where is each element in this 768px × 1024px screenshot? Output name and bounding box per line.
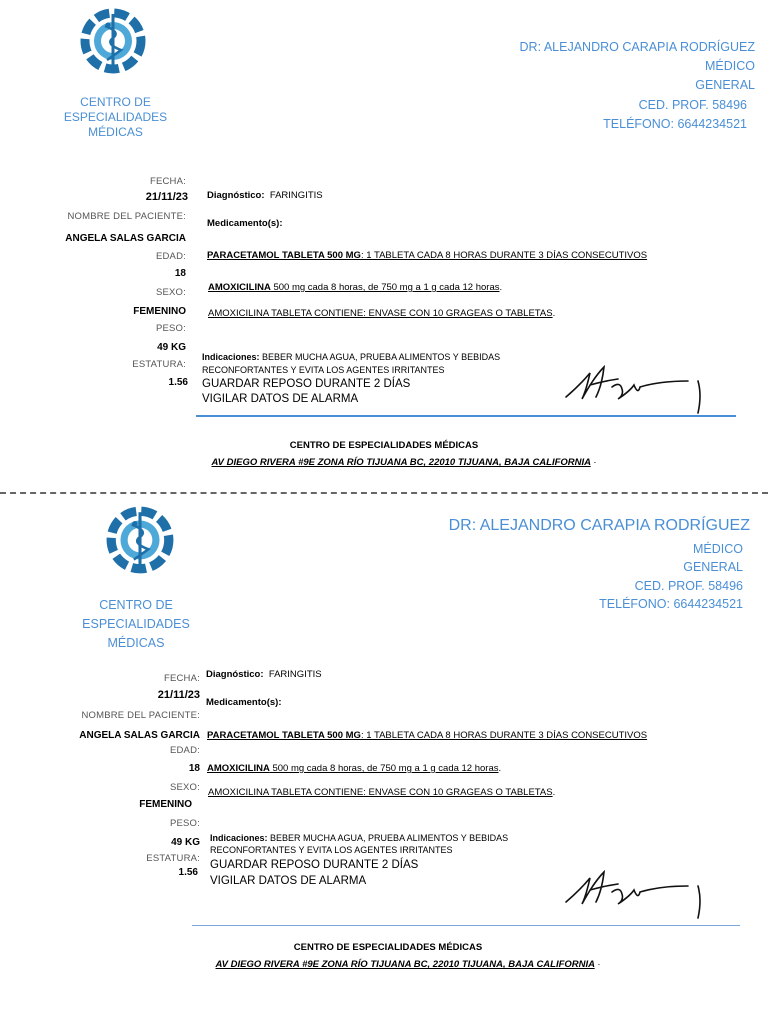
med-2-end: .	[498, 763, 502, 774]
indications-line1: BEBER MUCHA AGUA, PRUEBA ALIMENTOS Y BEBIDAS	[262, 352, 501, 362]
doctor-name: DR: ALEJANDRO CARAPIA RODRÍGUEZ	[448, 517, 750, 534]
fecha-label: FECHA:	[149, 176, 186, 187]
estatura-value: 1.56	[178, 867, 198, 878]
med-item-2	[208, 282, 502, 293]
indications-line1: BEBER MUCHA AGUA, PRUEBA ALIMENTOS Y BEBIDAS	[270, 833, 509, 843]
clinic-name-line3: MÉDICAS	[88, 125, 143, 139]
edad-label: EDAD:	[155, 251, 186, 262]
clinic-name-line1: CENTRO DE	[99, 598, 173, 612]
med-3-end: .	[552, 308, 556, 319]
peso-label: PESO:	[155, 323, 186, 334]
med-3-end: .	[552, 787, 556, 798]
footer-address-suffix: ·	[597, 959, 601, 970]
sexo-value: FEMENINO	[139, 799, 192, 810]
footer-address-text: AV DIEGO RIVERA #9E ZONA RÍO TIJUANA BC, 22010 TIJUANA, BAJA CALIFORNIA	[215, 959, 595, 970]
peso-label: PESO:	[169, 818, 200, 829]
caduceus-emblem-icon	[78, 8, 148, 74]
med-1-dose: : 1 TABLETA CADA 8 HORAS DURANTE 3 DÍAS CONSECUTIVOS	[360, 730, 648, 741]
estatura-label: ESTATURA:	[146, 853, 200, 864]
clinic-name-line1: CENTRO DE	[80, 95, 151, 109]
cut-line	[0, 492, 768, 494]
med-item-1	[207, 250, 647, 261]
sexo-label: SEXO:	[169, 782, 200, 793]
indications-extra	[202, 377, 410, 407]
clinic-name	[76, 596, 196, 653]
med-1-name: PARACETAMOL TABLETA 500 MG	[207, 730, 361, 741]
nombre-value: ANGELA SALAS GARCIA	[65, 233, 186, 244]
fecha-value: 21/11/23	[157, 689, 200, 701]
nombre-label: NOMBRE DEL PACIENTE:	[67, 211, 186, 222]
med-item-1	[207, 730, 647, 741]
footer-clinic-name: CENTRO DE ESPECIALIDADES MÉDICAS	[289, 440, 479, 451]
doctor-title-line1: MÉDICO	[693, 542, 743, 556]
nombre-value: ANGELA SALAS GARCIA	[79, 730, 200, 741]
indications-label: Indicaciones:	[210, 833, 268, 843]
doctor-title-line1: MÉDICO	[705, 59, 755, 73]
clinic-name-line3: MÉDICAS	[107, 636, 165, 650]
sexo-label: SEXO:	[155, 287, 186, 298]
peso-value: 49 KG	[157, 342, 186, 353]
footer-address	[0, 457, 768, 468]
diagnosis	[206, 669, 322, 680]
med-3-text: AMOXICILINA TABLETA CONTIENE: ENVASE CON 10 GRAGEAS O TABLETAS	[208, 308, 553, 319]
estatura-value: 1.56	[168, 377, 188, 388]
doctor-phone: TELÉFONO: 6644234521	[603, 117, 747, 131]
doctor-name: DR: ALEJANDRO CARAPIA RODRÍGUEZ	[519, 40, 755, 54]
indications	[202, 351, 500, 377]
indications-line4: VIGILAR DATOS DE ALARMA	[202, 393, 359, 405]
med-1-name: PARACETAMOL TABLETA 500 MG	[207, 250, 361, 261]
diagnosis	[207, 190, 323, 201]
doctor-contact	[599, 577, 743, 613]
med-2-dose: 500 mg cada 8 horas, de 750 mg a 1 g cada 12 horas	[270, 282, 500, 293]
med-item-3	[208, 308, 555, 319]
edad-label: EDAD:	[169, 745, 200, 756]
med-item-2	[207, 763, 501, 774]
doctor-title	[683, 540, 743, 576]
fecha-value: 21/11/23	[145, 191, 188, 203]
clinic-name-line2: ESPECIALIDADES	[63, 110, 168, 124]
indications-line3: GUARDAR REPOSO DURANTE 2 DÍAS	[202, 378, 411, 390]
indications-extra	[210, 858, 418, 889]
doctor-header	[520, 38, 755, 95]
med-2-name: AMOXICILINA	[208, 282, 271, 293]
signature-image	[560, 355, 720, 420]
sexo-value: FEMENINO	[133, 306, 186, 317]
caduceus-emblem-icon	[104, 505, 176, 575]
med-2-name: AMOXICILINA	[207, 763, 270, 774]
diagnosis-value: FARINGITIS	[268, 669, 322, 680]
edad-value: 18	[174, 268, 186, 279]
doctor-phone: TELÉFONO: 6644234521	[599, 597, 743, 611]
doctor-title-line2: GENERAL	[683, 560, 743, 574]
doctor-contact	[603, 96, 747, 134]
footer-address-text: AV DIEGO RIVERA #9E ZONA RÍO TIJUANA BC, 22010 TIJUANA, BAJA CALIFORNIA	[211, 457, 591, 468]
footer-clinic-name: CENTRO DE ESPECIALIDADES MÉDICAS	[293, 942, 483, 953]
clinic-name-line2: ESPECIALIDADES	[82, 617, 190, 631]
doctor-cedula: CED. PROF. 58496	[638, 98, 747, 112]
med-2-dose: 500 mg cada 8 horas, de 750 mg a 1 g cada 12 horas	[269, 763, 499, 774]
med-1-dose: : 1 TABLETA CADA 8 HORAS DURANTE 3 DÍAS CONSECUTIVOS	[360, 250, 648, 261]
medications-label: Medicamento(s):	[206, 697, 282, 708]
peso-value: 49 KG	[171, 837, 200, 848]
indications	[210, 832, 508, 856]
indications-line2: RECONFORTANTES Y EVITA LOS AGENTES IRRITANTES	[202, 365, 445, 375]
indications-label: Indicaciones:	[202, 352, 260, 362]
nombre-label: NOMBRE DEL PACIENTE:	[81, 710, 200, 721]
footer-address	[0, 959, 768, 970]
clinic-name	[58, 95, 173, 140]
doctor-cedula: CED. PROF. 58496	[634, 579, 743, 593]
doctor-title-line2: GENERAL	[695, 78, 755, 92]
footer-address-suffix: ·	[593, 457, 597, 468]
indications-line2: RECONFORTANTES Y EVITA LOS AGENTES IRRITANTES	[210, 845, 453, 855]
estatura-label: ESTATURA:	[132, 359, 186, 370]
diagnosis-value: FARINGITIS	[269, 190, 323, 201]
med-item-3	[208, 787, 555, 798]
medications-label: Medicamento(s):	[207, 218, 283, 229]
fecha-label: FECHA:	[163, 673, 200, 684]
diagnosis-label: Diagnóstico:	[207, 190, 265, 201]
diagnosis-label: Diagnóstico:	[206, 669, 264, 680]
med-3-text: AMOXICILINA TABLETA CONTIENE: ENVASE CON 10 GRAGEAS O TABLETAS	[208, 787, 553, 798]
signature-divider	[192, 925, 740, 926]
indications-line3: GUARDAR REPOSO DURANTE 2 DÍAS	[210, 859, 419, 871]
indications-line4: VIGILAR DATOS DE ALARMA	[210, 874, 367, 887]
edad-value: 18	[188, 763, 200, 774]
signature-image	[560, 860, 720, 925]
signature-divider	[196, 415, 736, 417]
med-2-end: .	[499, 282, 503, 293]
